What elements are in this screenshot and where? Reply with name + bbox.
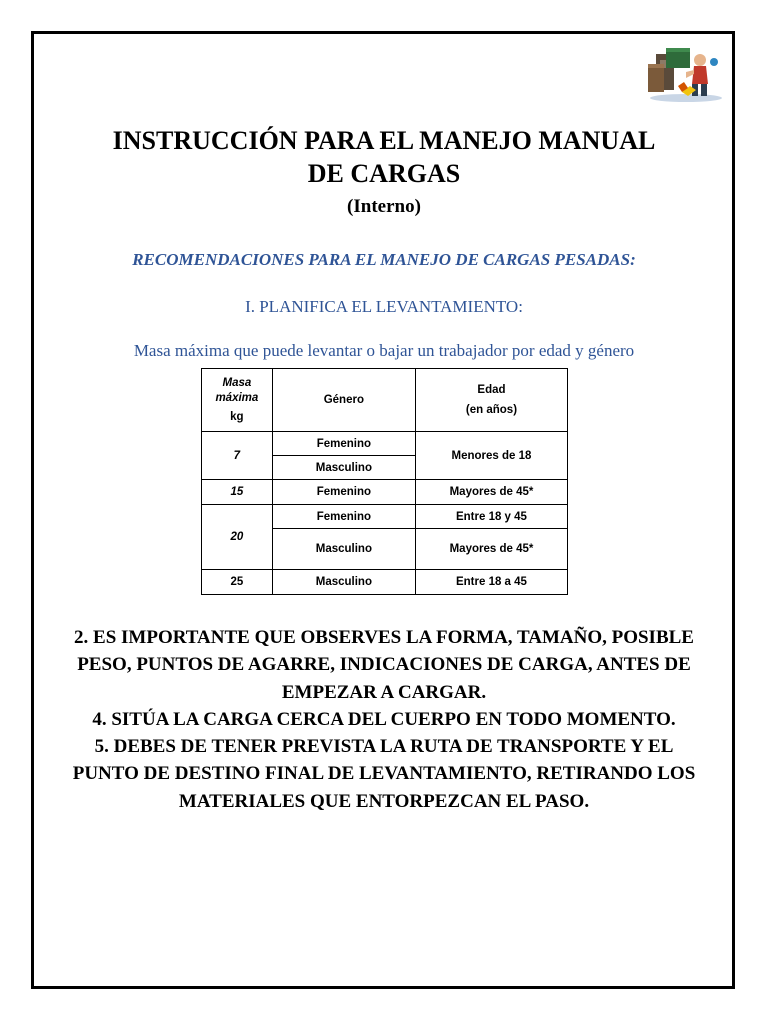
instruction-point: 4. SITÚA LA CARGA CERCA DEL CUERPO EN TODO MOMENTO. [92, 708, 676, 730]
cell-masa: 25 [202, 570, 273, 595]
header-masa-line2: máxima [215, 391, 259, 404]
cell-edad: Mayores de 45* [415, 480, 567, 505]
table-header-row [202, 369, 568, 432]
header-edad-units: (en años) [465, 404, 518, 416]
cell-genero: Femenino [272, 432, 415, 456]
cell-masa: 15 [202, 480, 273, 505]
section-heading: I. PLANIFICA EL LEVANTAMIENTO: [245, 297, 523, 316]
table-caption: Masa máxima que puede levantar o bajar un trabajador por edad y género [133, 341, 635, 360]
cell-genero: Masculino [272, 456, 415, 480]
table-row [202, 505, 568, 529]
header-masa-line1: Masa [222, 376, 252, 389]
load-limits-table [201, 368, 568, 595]
header-edad [415, 369, 567, 432]
worker-carrying-load-illustration [642, 42, 724, 104]
cell-edad: Entre 18 a 45 [415, 570, 567, 595]
table-row [202, 432, 568, 456]
cell-edad: Entre 18 y 45 [415, 505, 567, 529]
cell-masa: 7 [202, 432, 273, 480]
instruction-point: 5. DEBES DE TENER PREVISTA LA RUTA DE TRANSPORTE Y EL PUNTO DE DESTINO FINAL DE LEVANTAMIENTO, RETIRANDO LOS MATERIALES QUE ENTORPEZCAN EL PASO. [72, 736, 696, 812]
title-line-2: DE CARGAS [307, 159, 461, 188]
page-title [60, 124, 708, 190]
header-masa-unit: kg [230, 410, 244, 423]
table-row [202, 480, 568, 505]
cell-genero: Masculino [272, 529, 415, 570]
page-subtitle: (Interno) [347, 196, 421, 217]
header-genero: Género [272, 369, 415, 432]
cell-genero: Femenino [272, 480, 415, 505]
header-masa [202, 369, 273, 432]
cell-genero: Femenino [272, 505, 415, 529]
cell-edad: Mayores de 45* [415, 529, 567, 570]
cell-edad: Menores de 18 [415, 432, 567, 480]
instruction-point: 2. ES IMPORTANTE QUE OBSERVES LA FORMA, TAMAÑO, POSIBLE PESO, PUNTOS DE AGARRE, INDICACIONES DE CARGA, ANTES DE EMPEZAR A CARGAR. [74, 627, 694, 703]
cell-genero: Masculino [272, 570, 415, 595]
table-row [202, 570, 568, 595]
header-edad-label: Edad [477, 384, 506, 396]
instructions-body [70, 624, 698, 815]
title-line-1: INSTRUCCIÓN PARA EL MANEJO MANUAL [112, 126, 656, 155]
cell-masa: 20 [202, 505, 273, 570]
recommendations-heading: RECOMENDACIONES PARA EL MANEJO DE CARGAS PESADAS: [132, 250, 636, 269]
